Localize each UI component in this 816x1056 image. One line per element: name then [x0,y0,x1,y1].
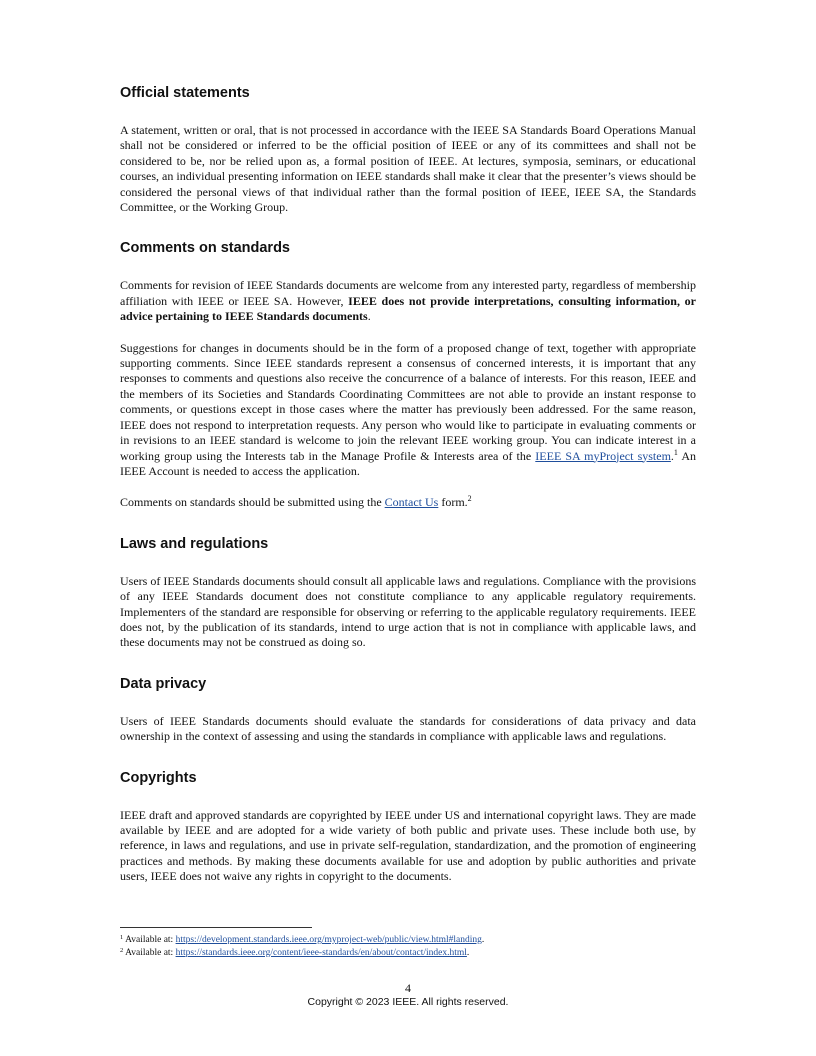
page-footer [0,982,816,1009]
text-run: An IEEE Account is needed to access the application. [120,448,697,478]
footnote-label: Available at: [123,935,176,945]
section-official-statements [120,84,696,215]
footnote-divider [120,927,312,928]
section-heading: Data privacy [120,675,207,692]
contact-us-link[interactable]: Contact Us [384,495,439,510]
text-run: Suggestions for changes in documents should be in the form of a proposed change of text, together with appropriate supporting comments. Since IEEE standards represent a consensus of concerned interests, it is important that any responses to comments and questions also receive the concurrence of a balance of interests. For this reason, IEEE and the members of its Societies and Standards Coordinating Committees are not able to provide an instant response to comments, or questions except in those cases where the matter has previously been addressed. For the same reason, IEEE does not respond to interpretation requests. Any person who would like to participate in evaluating comments or in revisions to an IEEE standard is welcome to join the relevant IEEE working group. You can indicate interest in a working group using the Interests tab in the Manage Profile & Interests area of the [120,340,696,463]
section-heading: Official statements [120,85,250,101]
footnote-ref-2[interactable]: 2 [467,494,472,504]
footnote-2 [120,947,696,960]
text-run: . [367,309,371,324]
footnote-url-link[interactable]: https://development.standards.ieee.org/myproject-web/public/view.html#landing [175,935,482,945]
section-laws-and-regulations [120,535,696,651]
section-heading: Copyrights [120,769,197,786]
footnotes [120,927,696,959]
section-heading: Laws and regulations [120,535,269,552]
section-comments-on-standards [120,239,696,510]
paragraph: Users of IEEE Standards documents should evaluate the standards for considerations of data privacy and data ownership in the context of assessing and using the standards in compliance with applicable laws and regulations. [120,713,696,744]
section-data-privacy [120,675,696,745]
text-run: form. [438,495,468,510]
paragraph [120,341,696,480]
section-copyrights [120,769,696,885]
page-number: 4 [405,981,411,995]
paragraph [120,278,696,324]
text-run: Comments on standards should be submitted using the [120,495,385,510]
text-run: . [670,448,674,463]
footnote-mark: 2 [120,946,124,954]
footnote-ref-1[interactable]: 1 [673,447,678,457]
footnote-label: Available at: [123,947,176,958]
copyright-notice: Copyright © 2023 IEEE. All rights reserved. [307,996,509,1008]
footnote-url-link[interactable]: https://standards.ieee.org/content/ieee-standards/en/about/contact/index.html [175,947,467,958]
paragraph: IEEE draft and approved standards are copyrighted by IEEE under US and international copyright laws. They are made available by IEEE and are adopted for a wide variety of both public and private uses. These include both use, by reference, in laws and regulations, and use in private self-regulation, standardization, and the promotion of engineering practices and methods. By making these documents available for use and adoption by public authorities and private users, IEEE does not waive any rights in copyright to the documents. [120,807,696,884]
myproject-link[interactable]: IEEE SA myProject system [535,448,671,463]
paragraph: Users of IEEE Standards documents should consult all applicable laws and regulations. Compliance with the provisions of any IEEE Standards document does not constitute compliance to any applicable regulatory requirements. Implementers of the standard are responsible for observing or referring to the applicable regulatory requirements. IEEE does not, by the publication of its standards, intend to urge action that is not in compliance with applicable laws, and these documents may not be construed as doing so. [120,573,696,650]
footnote-mark: 1 [120,934,124,941]
footnote-end: . [466,947,470,958]
section-heading: Comments on standards [120,240,290,257]
footnote-1 [120,934,696,947]
page-content [120,84,696,909]
paragraph: A statement, written or oral, that is not processed in accordance with the IEEE SA Standards Board Operations Manual shall not be considered or inferred to be the official position of IEEE or any of its committees and shall not be considered to be, nor be relied upon as, a formal position of IEEE. At lectures, symposia, seminars, or educational courses, an individual presenting information on IEEE standards shall make it clear that the presenter’s views should be considered the personal views of that individual rather than the formal position of IEEE, IEEE SA, the Standards Committee, or the Working Group. [120,123,696,215]
bold-text-run: IEEE does not provide interpretations, consulting information, or advice pertaining to IEEE Standards documents [120,293,696,324]
footnote-end: . [481,935,485,945]
paragraph [120,495,696,510]
text-run: Comments for revision of IEEE Standards documents are welcome from any interested party, regardless of membership affiliation with IEEE or IEEE SA. However, [120,278,696,308]
